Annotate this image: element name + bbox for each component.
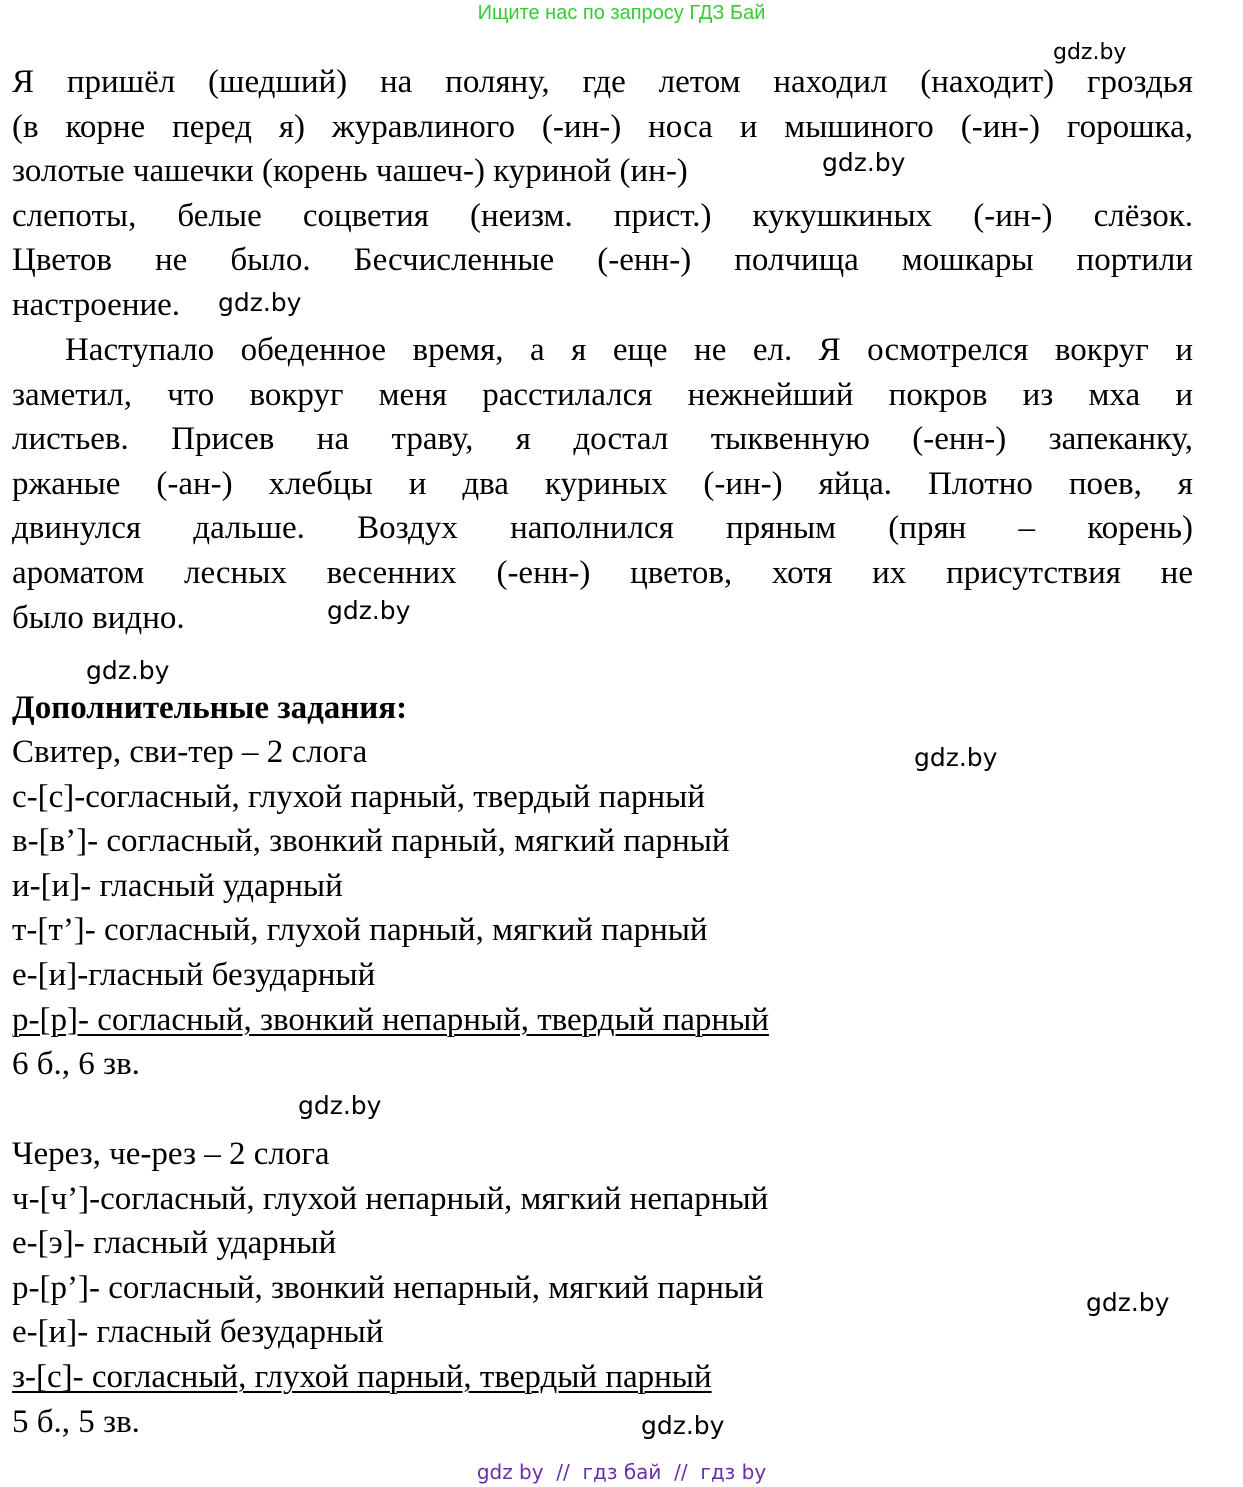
section-heading: Дополнительные задания: (12, 690, 408, 726)
paragraph-1 (12, 60, 1193, 328)
text-line: Наступало обеденное время, а я еще не ел. Я осмотрелся вокруг и (12, 332, 1193, 368)
word-analysis-1 (12, 730, 769, 1087)
text-line: золотые чашечки (корень чашеч-) куриной (ин-) (12, 153, 688, 190)
watermark: gdz.by (641, 1411, 725, 1440)
watermark: gdz.by (86, 656, 170, 685)
word-analysis-2 (12, 1132, 768, 1444)
watermark: gdz.by (1053, 40, 1127, 65)
sound-line: е-[э]- гласный ударный (12, 1225, 337, 1262)
word-title: Через, че-рез – 2 слога (12, 1136, 330, 1172)
sound-line: с-[с]-согласный, глухой парный, твердый парный (12, 778, 705, 815)
watermark: gdz.by (822, 148, 906, 177)
paragraph-2 (12, 328, 1193, 640)
text-line: было видно. (12, 599, 185, 636)
text-line: двинулся дальше. Воздух наполнился пряным (прян – корень) (12, 510, 1193, 547)
word-summary: 6 б., 6 зв. (12, 1046, 140, 1083)
text-line: ароматом лесных весенних (-енн-) цветов, хотя их присутствия не (12, 554, 1193, 591)
sound-line: р-[р’]- согласный, звонкий непарный, мягкий парный (12, 1269, 764, 1306)
sound-line: е-[и]-гласный безударный (12, 956, 376, 993)
word-summary: 5 б., 5 зв. (12, 1403, 140, 1440)
extra-tasks-heading (12, 686, 407, 731)
sound-line: в-[в’]- согласный, звонкий парный, мягкий парный (12, 823, 730, 860)
text-line: ржаные (-ан-) хлебцы и два куриных (-ин-) яйца. Плотно поев, я (12, 465, 1193, 502)
watermark: gdz.by (218, 288, 302, 317)
watermark: gdz.by (1086, 1288, 1170, 1317)
text-line: слепоты, белые соцветия (неизм. прист.) кукушкиных (-ин-) слёзок. (12, 197, 1193, 234)
sound-line: е-[и]- гласный безударный (12, 1314, 384, 1351)
watermark: gdz.by (327, 596, 411, 625)
text-line: Я пришёл (шедший) на поляну, где летом находил (находит) гроздья (12, 64, 1193, 100)
top-banner[interactable]: Ищите нас по запросу ГДЗ Бай (477, 2, 766, 24)
sound-line-underlined: з-[с]- согласный, глухой парный, твердый парный (12, 1358, 712, 1395)
sound-line: т-[т’]- согласный, глухой парный, мягкий парный (12, 912, 708, 949)
text-line: заметил, что вокруг меня расстилался нежнейший покров из мха и (12, 376, 1193, 413)
text-line: Цветов не было. Бесчисленные (-енн-) полчища мошкары портили (12, 242, 1193, 279)
text-line: листьев. Присев на траву, я достал тыквенную (-енн-) запеканку, (12, 421, 1193, 458)
sound-line-underlined: р-[р]- согласный, звонкий непарный, твердый парный (12, 1001, 769, 1038)
watermark: gdz.by (914, 743, 998, 772)
text-line: (в корне перед я) журавлиного (-ин-) носа и мышиного (-ин-) горошка, (12, 108, 1193, 145)
sound-line: ч-[ч’]-согласный, глухой непарный, мягкий непарный (12, 1180, 769, 1217)
word-title: Свитер, сви-тер – 2 слога (12, 734, 368, 770)
watermark: gdz.by (298, 1091, 382, 1120)
sound-line: и-[и]- гласный ударный (12, 867, 343, 904)
text-line: настроение. (12, 286, 181, 323)
footer-links[interactable]: gdz by // гдз бай // гдз by (476, 1460, 767, 1484)
